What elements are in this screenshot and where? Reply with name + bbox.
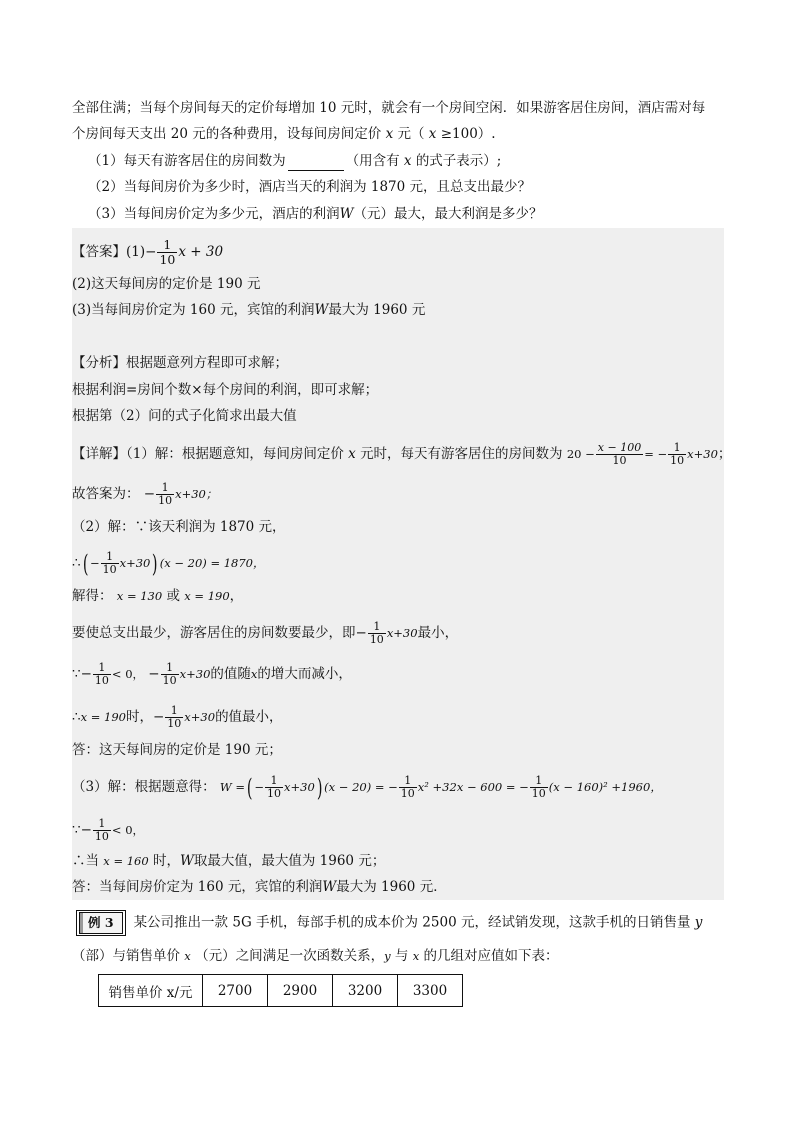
detail-part3-answer: 答：当每间房价定为 160 元，宾馆的利润W最大为 1960 元． <box>72 879 447 895</box>
problem-line-2: 个房间每天支出 20 元的各种费用，设每间房间定价 x 元（ x ≥100）. <box>72 126 496 142</box>
table-header-cell: 销售单价 x/元 <box>99 975 203 1007</box>
detail-part3-negative: ∵− $\frac{1}{10}$ < 0， <box>72 817 145 843</box>
price-table <box>98 974 463 1007</box>
table-cell: 2700 <box>203 975 268 1007</box>
table-row <box>99 975 463 1007</box>
problem-line-1: 全部住满；当每个房间每天的定价每增加 10 元时，就会有一个房间空闲．如果游客居住房间，酒店需对每 <box>72 100 706 116</box>
detail-part3-equation: （3）解：根据题意得： W =( − $\frac{1}{10}$ x+30) (x − 20) = − $\frac{1}{10}$ x² +32x − 600 = − $\frac{1}{10}$ (x − 160)² +1960， <box>72 773 662 802</box>
table-cell: 2900 <box>268 975 333 1007</box>
detail-part2-intro: （2）解：∵该天利润为 1870 元， <box>72 519 286 535</box>
example3-line-1: 例 3 某公司推出一款 5G 手机，每部手机的成本价为 2500 元，经试销发现，这款手机的日销售量 y <box>76 910 702 936</box>
answer-line-2: (2)这天每间房的定价是 190 元 <box>72 276 261 292</box>
detail-part2-equation: ∴( − $\frac{1}{10}$ x+30) (x − 20) = 1870， <box>72 549 265 578</box>
table-cell: 3200 <box>333 975 398 1007</box>
analysis-line-2: 根据利润=房间个数×每个房间的利润，即可求解； <box>72 382 379 398</box>
example-badge: 例 3 <box>76 910 126 936</box>
example3-line-2: （部）与销售单价 x （元）之间满足一次函数关系，y 与 x 的几组对应值如下表： <box>72 948 559 964</box>
detail-part2-min: 要使总支出最少，游客居住的房间数要最少，即− $\frac{1}{10}$ x+30最小， <box>72 620 459 646</box>
question-1: （1）每天有游客居住的房间数为 （用含有 x 的式子表示）; <box>88 153 502 169</box>
analysis-line-1: 【分析】根据题意列方程即可求解； <box>72 355 288 371</box>
question-3: （3）当每间房价定为多少元，酒店的利润W（元）最大，最大利润是多少？ <box>88 206 543 222</box>
table-cell: 3300 <box>398 975 463 1007</box>
analysis-line-3: 根据第（2）问的式子化简求出最大值 <box>72 408 297 424</box>
detail-part1: 【详解】（1）解：根据题意知，每间房间定价 x 元时，每天有游客居住的房间数为 20 − $\frac{x - 100}{10}$ = − $\frac{1}{10}$ x+30； <box>72 441 732 467</box>
detail-part3-max: ∴当 x = 160 时，W取最大值，最大值为 1960 元； <box>72 853 386 869</box>
answer-line-3: (3)当每间房价定为 160 元，宾馆的利润W最大为 1960 元 <box>72 302 426 318</box>
question-2: （2）当每间房价为多少时，酒店当天的利润为 1870 元，且总支出最少？ <box>88 179 532 195</box>
detail-part2-solve: 解得： x = 130 或 x = 190， <box>72 588 244 604</box>
detail-part2-decrease: ∵− $\frac{1}{10}$ < 0， − $\frac{1}{10}$ x+30的值随x的增大而减小， <box>72 661 352 687</box>
detail-part2-value: ∴x = 190时，− $\frac{1}{10}$ x+30的值最小， <box>72 704 283 730</box>
answer-line-1: 【答案】(1)− $\frac{1}{10}$ x + 30 <box>72 237 224 267</box>
detail-part2-answer: 答：这天每间房的定价是 190 元； <box>72 742 282 758</box>
detail-answer-1: 故答案为： − $\frac{1}{10}$ x+30； <box>72 481 218 507</box>
answer-blank <box>288 156 344 171</box>
